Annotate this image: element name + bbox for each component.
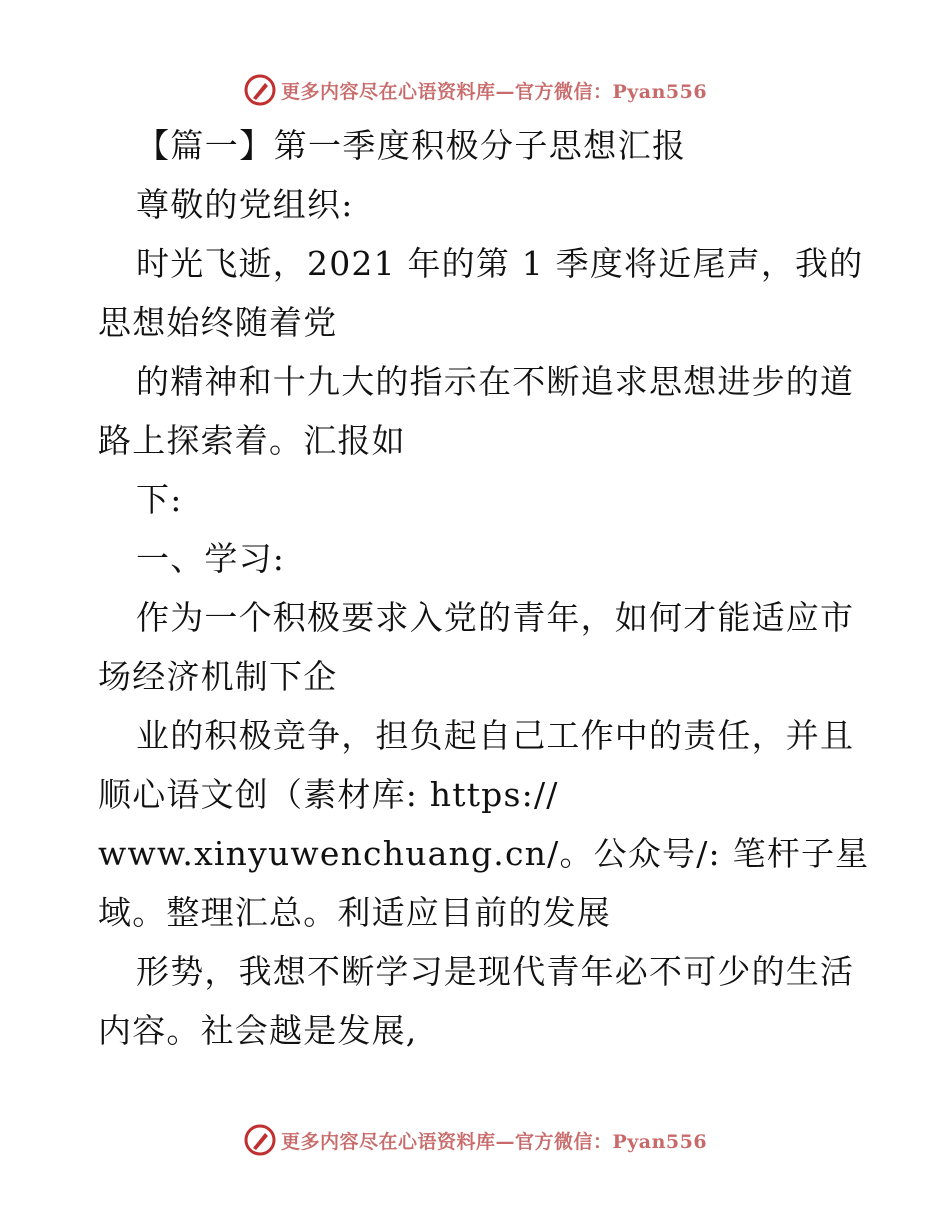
- paragraph-line: 形势，我想不断学习是现代青年必不可少的生活: [136, 952, 855, 991]
- footer-banner: [0, 1120, 950, 1160]
- pen-circle-logo-icon: [243, 73, 277, 107]
- paragraph-line: 思想始终随着党: [98, 303, 338, 342]
- section-heading: 一、学习:: [136, 539, 286, 578]
- header-banner-text: 更多内容尽在心语资料库—官方微信：Pyan556: [280, 80, 708, 103]
- document-body: [98, 116, 870, 1060]
- paragraph-line: 作为一个积极要求入党的青年，如何才能适应市: [136, 598, 855, 637]
- document-title: 【篇一】第一季度积极分子思想汇报: [136, 126, 687, 165]
- paragraph-line: www.xinyuwenchuang.cn/。公众号/: 笔杆子星: [98, 834, 870, 873]
- paragraph-line: 路上探索着。汇报如: [98, 421, 406, 460]
- paragraph-line: 顺心语文创（素材库: https://: [98, 775, 559, 814]
- paragraph-line: 的精神和十九大的指示在不断追求思想进步的道: [136, 362, 855, 401]
- paragraph-line: 域。整理汇总。利适应目前的发展: [98, 893, 611, 932]
- paragraph-line: 内容。社会越是发展,: [98, 1011, 418, 1050]
- pen-circle-logo-icon: [243, 1123, 277, 1157]
- salutation: 尊敬的党组织:: [136, 185, 354, 224]
- paragraph-line: 场经济机制下企: [98, 657, 338, 696]
- footer-banner-text: 更多内容尽在心语资料库—官方微信：Pyan556: [280, 1130, 708, 1153]
- paragraph-line: 下:: [136, 480, 183, 519]
- paragraph-line: 业的积极竞争，担负起自己工作中的责任，并且: [136, 716, 855, 755]
- paragraph-line: 时光飞逝，2021 年的第 1 季度将近尾声，我的: [136, 244, 864, 283]
- header-banner: [0, 70, 950, 110]
